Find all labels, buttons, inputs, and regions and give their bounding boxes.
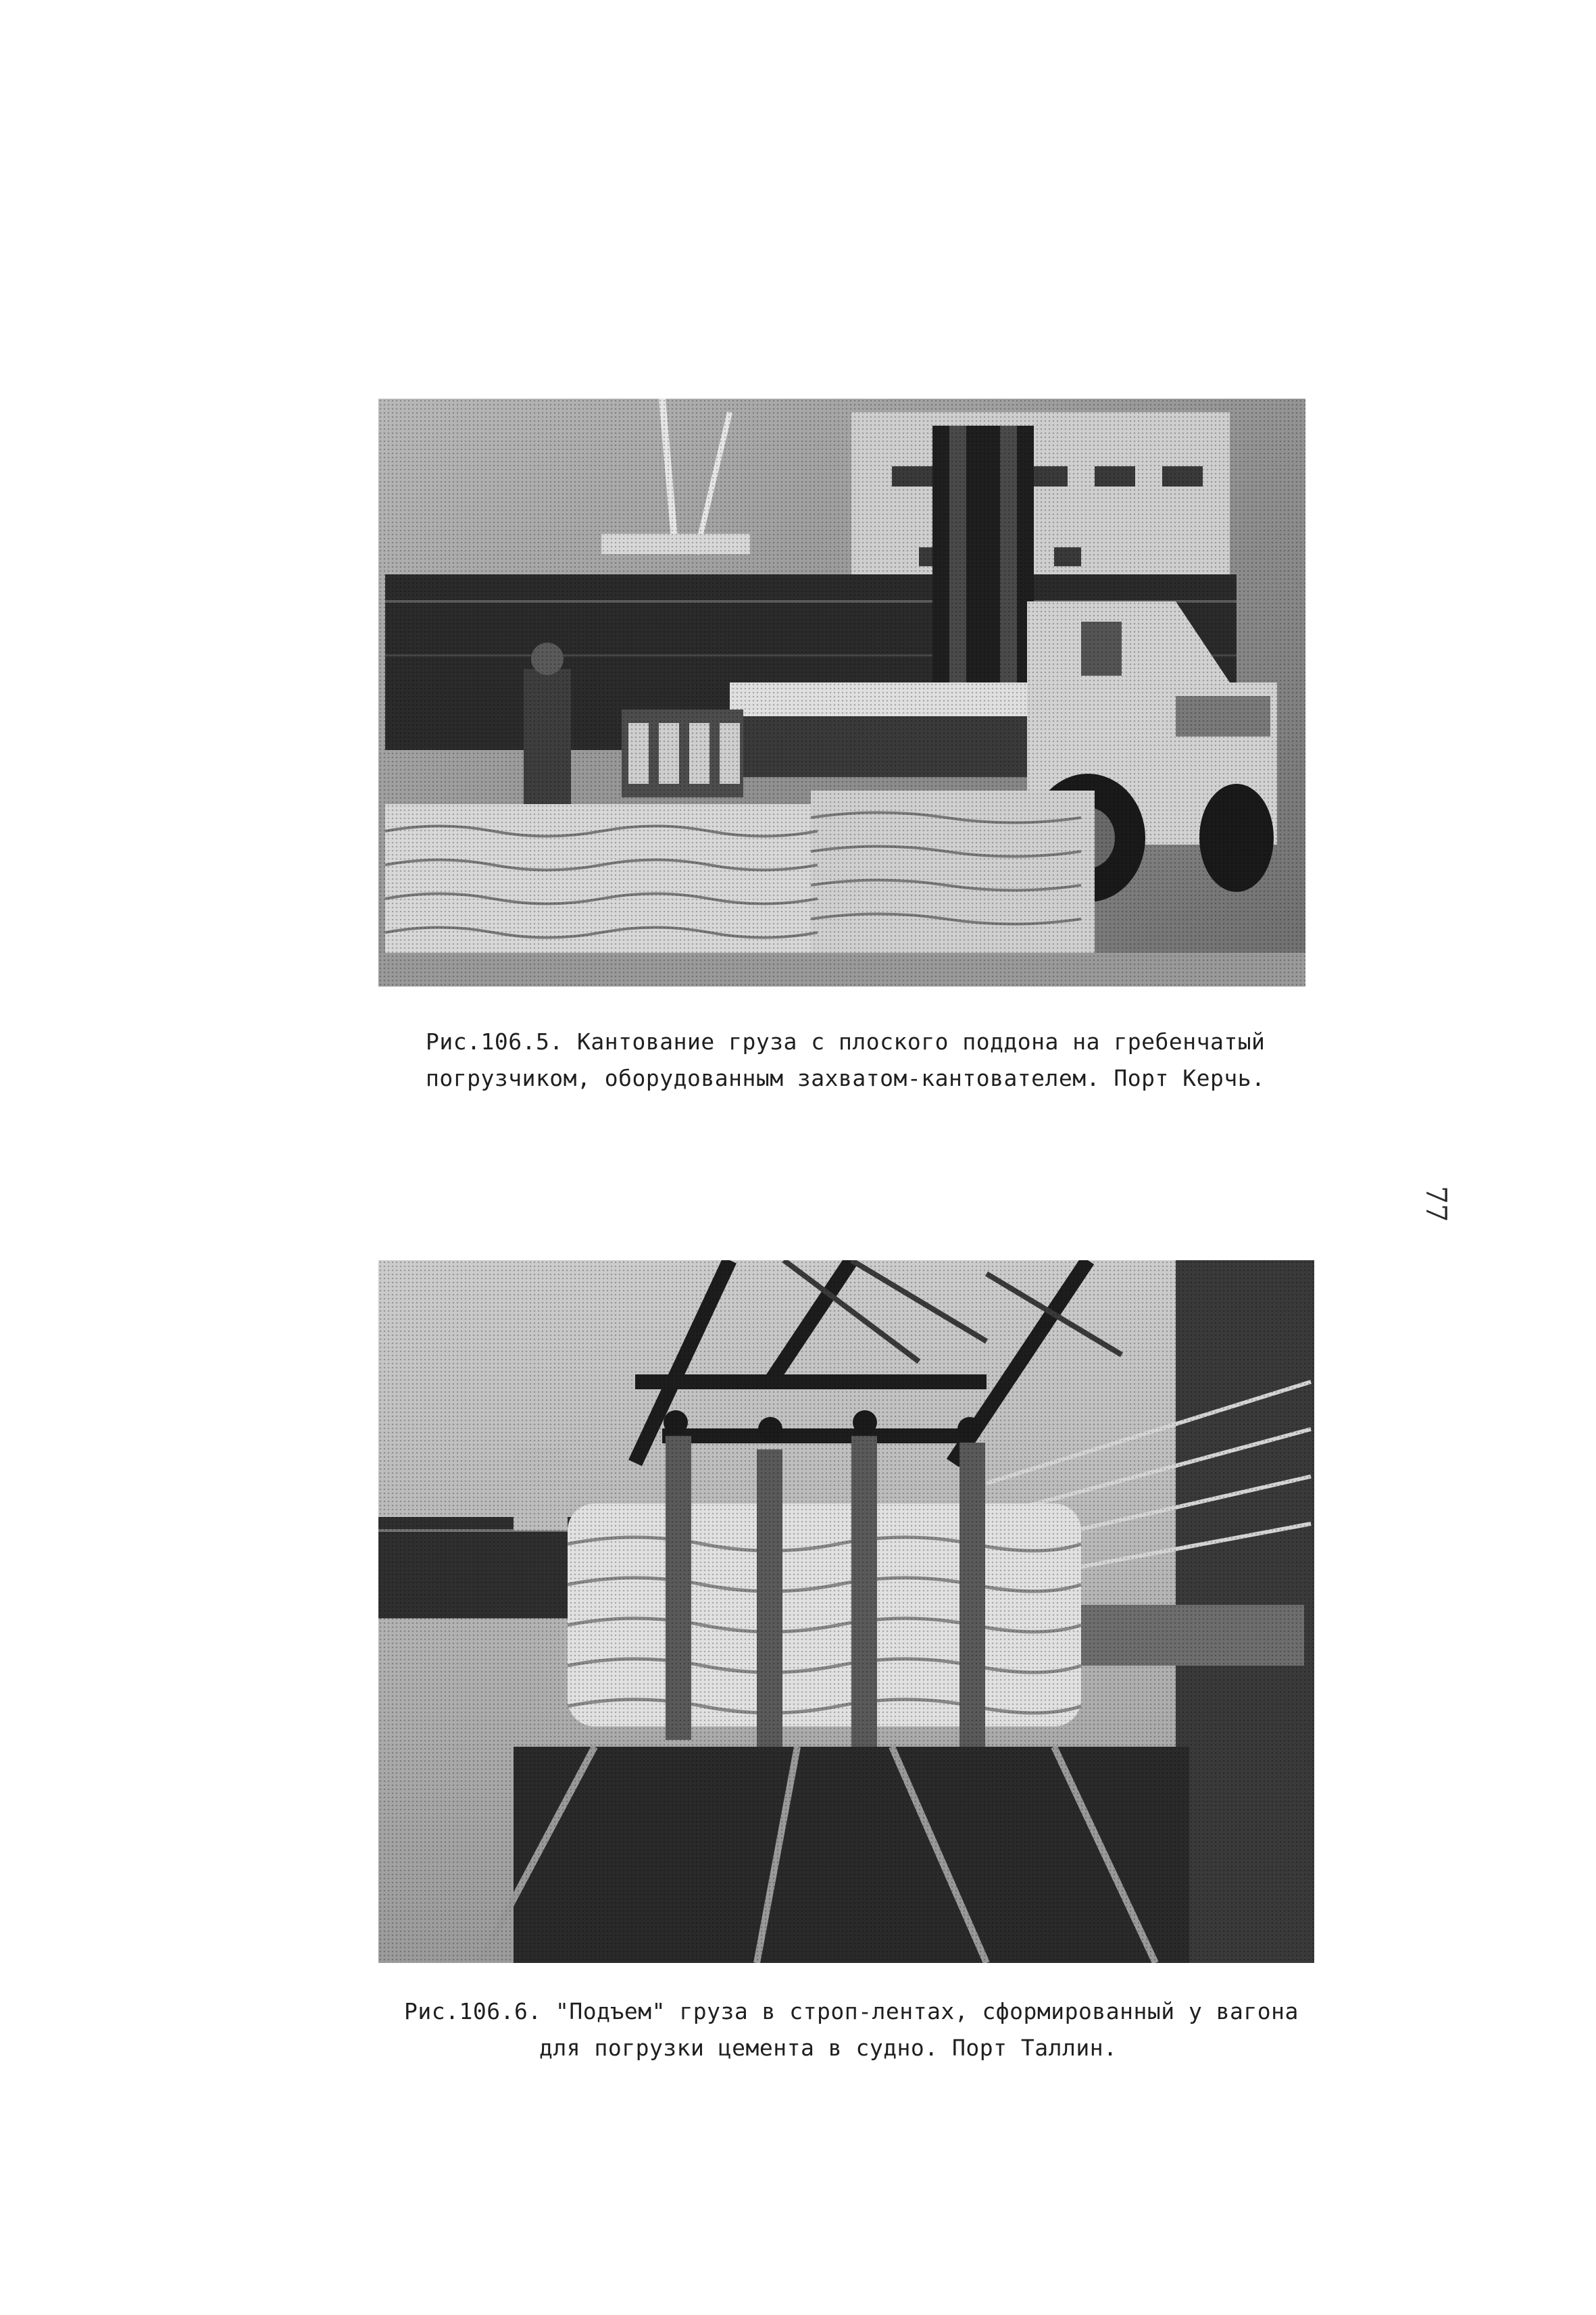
photo-crane-sling-lift-image (378, 1260, 1314, 1963)
photo-crane-sling-lift (378, 1260, 1314, 1963)
figure-caption-2 (404, 1993, 1299, 2066)
caption-line: для погрузки цемента в судно. Порт Таллин. (539, 2035, 1118, 2061)
caption-line: Рис.106.6. "Подъем" груза в строп-лентах, сформированный у вагона (404, 1998, 1299, 2024)
photo-forklift-cargo (378, 399, 1305, 987)
figure-caption-1 (426, 1024, 1265, 1097)
photo-forklift-cargo-image (378, 399, 1305, 987)
page-number: 77 (1420, 1186, 1453, 1222)
caption-line: погрузчиком, оборудованным захватом-кантователем. Порт Керчь. (426, 1065, 1266, 1091)
caption-line: Рис.106.5. Кантование груза с плоского поддона на гребенчатый (426, 1028, 1266, 1055)
